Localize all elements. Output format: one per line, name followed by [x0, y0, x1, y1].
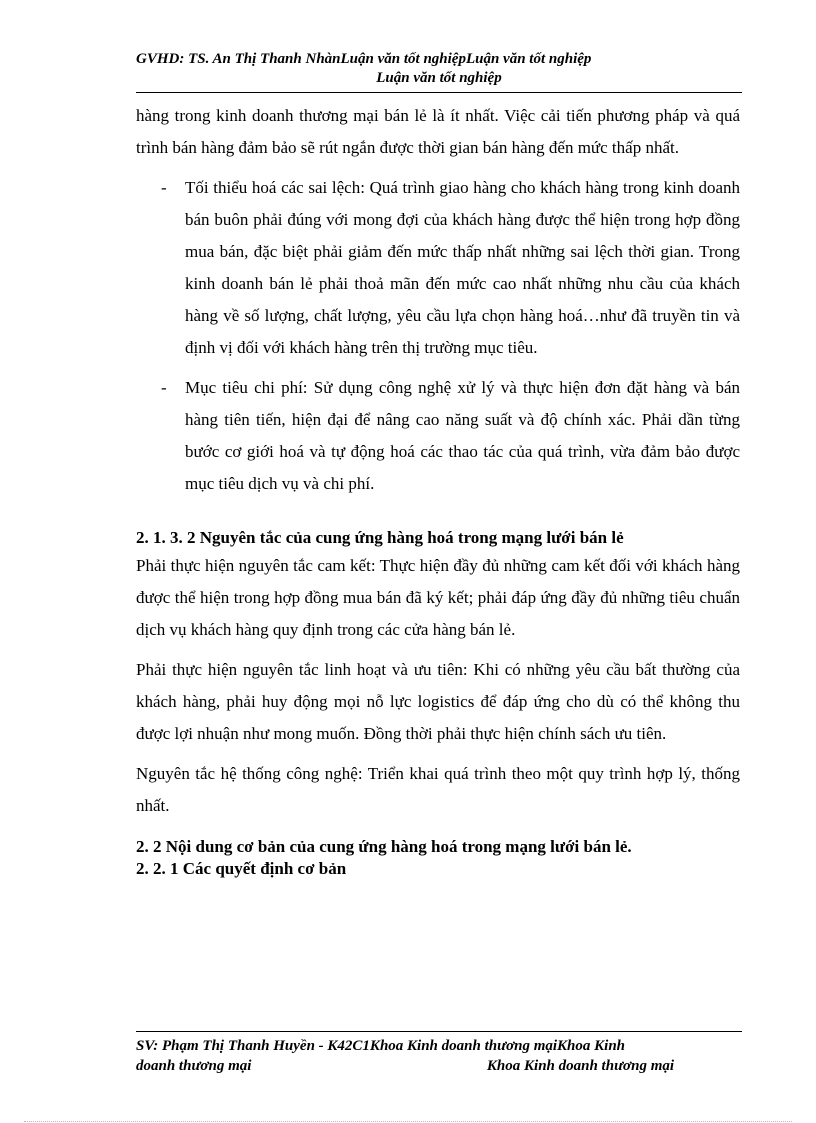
- page-bottom-divider: [24, 1121, 792, 1122]
- bullet-item-deviation: [136, 172, 740, 364]
- section-heading: 2. 1. 3. 2 Nguyên tắc của cung ứng hàng hoá trong mạng lưới bán lẻ: [136, 528, 624, 547]
- footer-line-2-right: Khoa Kinh doanh thương mại: [486, 1058, 675, 1074]
- bullet-marker: -: [161, 178, 167, 197]
- document-body: [136, 100, 740, 880]
- paragraph-flexibility: Phải thực hiện nguyên tắc linh hoạt và ưu tiên: Khi có những yêu cầu bất thường của khách hàng, phải huy động mọi nỗ lực logistics để đáp ứng cho dù có thể không thu được lợi nhuận như mong muốn. Đồng thời phải thực hiện chính sách ưu tiên.: [136, 660, 740, 743]
- header-line-2: Luận văn tốt nghiệp: [376, 70, 502, 86]
- header-line-1: GVHD: TS. An Thị Thanh NhànLuận văn tốt nghiệpLuận văn tốt nghiệp: [136, 51, 592, 67]
- bullet-text: Mục tiêu chi phí: Sử dụng công nghệ xử lý và thực hiện đơn đặt hàng và bán hàng tiên tiến, hiện đại để nâng cao năng suất và độ chính xác. Phải dần từng bước cơ giới hoá và tự động hoá các thao tác của quá trình, vừa đảm bảo được mục tiêu dịch vụ và chi phí.: [185, 378, 740, 493]
- bullet-text: Tối thiểu hoá các sai lệch: Quá trình giao hàng cho khách hàng trong kinh doanh bán buôn phải đúng với mong đợi của khách hàng được thể hiện trong hợp đồng mua bán, đặc biệt phải giảm đến mức thấp nhất những sai lệch thời gian. Trong kinh doanh bán lẻ phải thoả mãn đến mức cao nhất những nhu cầu của khách hàng về số lượng, chất lượng, yêu cầu lựa chọn hàng hoá…như đã truyền tin và định vị đối với khách hàng trên thị trường mục tiêu.: [185, 178, 740, 357]
- paragraph-technology: Nguyên tắc hệ thống công nghệ: Triển khai quá trình theo một quy trình hợp lý, thống nhất.: [136, 764, 740, 815]
- heading-3: 2. 2. 1 Các quyết định cơ bản: [136, 859, 347, 878]
- page-header: [136, 50, 742, 93]
- bullet-item-cost: [136, 372, 740, 500]
- heading-2: 2. 2 Nội dung cơ bản của cung ứng hàng hoá trong mạng lưới bán lẻ.: [136, 837, 632, 856]
- paragraph-commitment: Phải thực hiện nguyên tắc cam kết: Thực hiện đầy đủ những cam kết đối với khách hàng được thể hiện trong hợp đồng mua bán đã ký kết; phải đáp ứng đầy đủ những tiêu chuẩn dịch vụ khách hàng quy định trong các cửa hàng bán lẻ.: [136, 556, 740, 639]
- footer-line-1: SV: Phạm Thị Thanh Huyền - K42C1Khoa Kinh doanh thương mạiKhoa Kinh: [136, 1038, 626, 1054]
- intro-paragraph: hàng trong kinh doanh thương mại bán lẻ là ít nhất. Việc cải tiến phương pháp và quá trình bán hàng đảm bảo sẽ rút ngắn được thời gian bán hàng đến mức thấp nhất.: [136, 106, 740, 157]
- page-footer: [136, 1031, 742, 1076]
- footer-line-2-left: doanh thương mại: [136, 1058, 252, 1074]
- bullet-list: [136, 172, 740, 500]
- bullet-marker: -: [161, 378, 167, 397]
